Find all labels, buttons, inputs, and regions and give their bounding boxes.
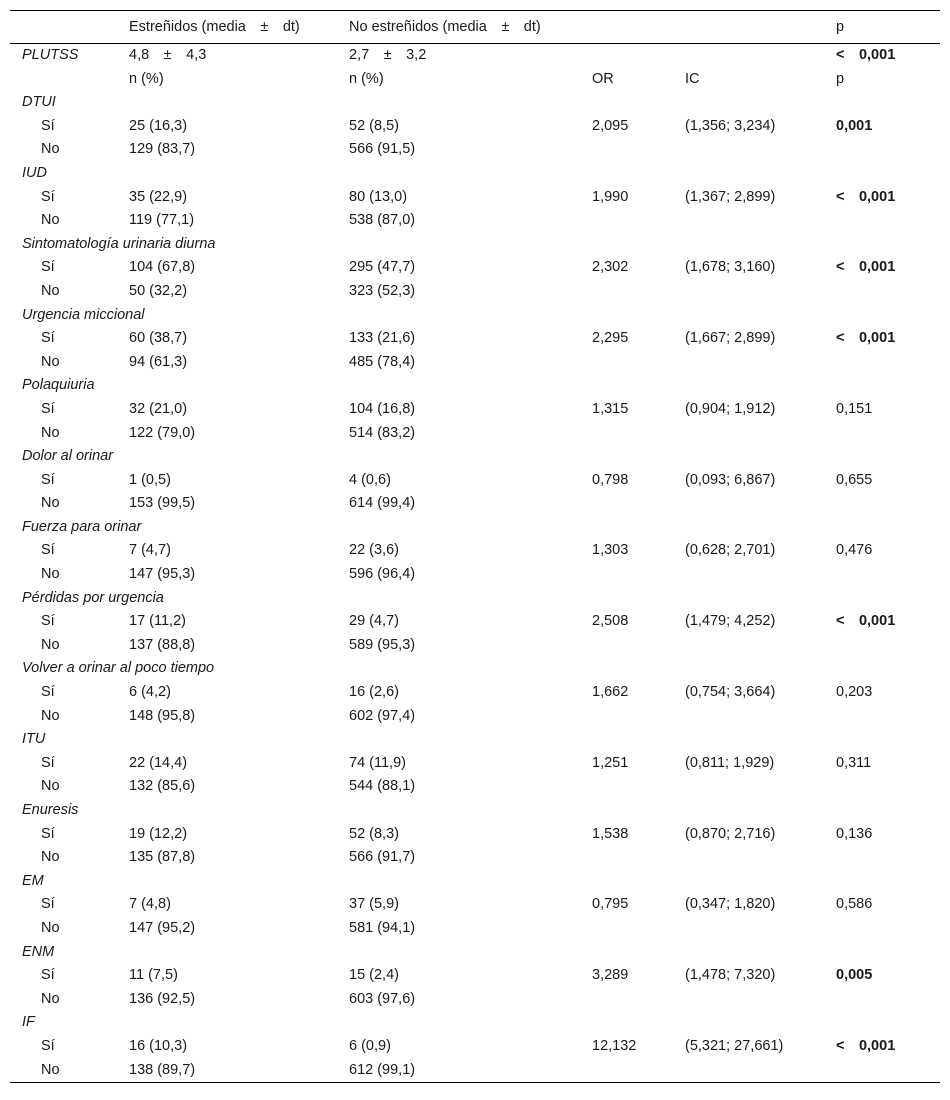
variable-11-yes-label: Sí [41,896,55,913]
variable-8-yes-constipated: 6 (4,2) [129,684,171,701]
variable-0-yes-row [10,115,940,139]
variable-11-ic: (0,347; 1,820) [685,896,776,913]
header-empty-or [592,11,685,44]
variable-1-yes-non-constipated: 80 (13,0) [349,188,408,205]
variable-4-yes-row [10,398,940,422]
variable-2-label: Sintomatología urinaria diurna [22,235,216,252]
variable-2-ic: (1,678; 3,160) [685,259,776,276]
variable-1-yes-constipated: 35 (22,9) [129,188,188,205]
variable-11-no-row [10,917,940,941]
subheader-ic: IC [685,70,700,87]
header-non-constipated: No estreñidos (media ± dt) [349,19,541,35]
variable-2-yes-row [10,256,940,280]
variable-13-no-label: No [41,1061,60,1078]
variable-3-no-constipated: 94 (61,3) [129,353,188,370]
variable-0-yes-non-constipated: 52 (8,5) [349,117,399,134]
variable-7-p: < 0,001 [836,613,896,630]
variable-13-p: < 0,001 [836,1037,896,1054]
variable-8-p: 0,203 [836,684,873,701]
variable-12-yes-row [10,964,940,988]
variable-3-yes-label: Sí [41,330,55,347]
variable-11-label-row [10,870,940,894]
variable-10-yes-non-constipated: 52 (8,3) [349,825,399,842]
variable-0-no-constipated: 129 (83,7) [129,141,196,158]
variable-2-yes-non-constipated: 295 (47,7) [349,259,416,276]
variable-12-label-row [10,941,940,965]
variable-6-no-row [10,563,940,587]
variable-3-label: Urgencia miccional [22,306,145,323]
variable-7-no-row [10,634,940,658]
plutss-constipated: 4,8 ± 4,3 [129,47,207,63]
variable-6-ic: (0,628; 2,701) [685,542,776,559]
variable-5-yes-constipated: 1 (0,5) [129,471,171,488]
variable-2-no-row [10,280,940,304]
results-table [10,10,940,1083]
header-constipated: Estreñidos (media ± dt) [129,19,300,35]
variable-12-p: 0,005 [836,967,873,984]
variable-9-label: ITU [22,731,46,748]
variable-3-yes-non-constipated: 133 (21,6) [349,330,416,347]
variable-4-or: 1,315 [592,400,629,417]
variable-5-no-label: No [41,495,60,512]
variable-3-ic: (1,667; 2,899) [685,330,776,347]
variable-1-no-non-constipated: 538 (87,0) [349,212,416,229]
variable-13-yes-non-constipated: 6 (0,9) [349,1037,391,1054]
header-empty-ic [685,11,836,44]
variable-0-no-row [10,138,940,162]
variable-5-or: 0,798 [592,471,629,488]
variable-1-label-row [10,162,940,186]
variable-9-no-constipated: 132 (85,6) [129,778,196,795]
plutss-label: PLUTSS [22,47,79,63]
variable-13-yes-label: Sí [41,1037,55,1054]
variable-6-label: Fuerza para orinar [22,518,142,535]
variable-13-no-row [10,1059,940,1083]
variable-12-no-row [10,988,940,1012]
variable-9-yes-row [10,752,940,776]
variable-3-no-label: No [41,353,60,370]
variable-10-ic: (0,870; 2,716) [685,825,776,842]
variable-7-no-label: No [41,636,60,653]
variable-10-yes-label: Sí [41,825,55,842]
variable-4-no-non-constipated: 514 (83,2) [349,424,416,441]
variable-9-no-non-constipated: 544 (88,1) [349,778,416,795]
variable-10-no-non-constipated: 566 (91,7) [349,849,416,866]
variable-8-no-row [10,705,940,729]
variable-3-or: 2,295 [592,330,629,347]
variable-8-no-label: No [41,707,60,724]
variable-9-yes-constipated: 22 (14,4) [129,754,188,771]
header-empty-cell [10,11,129,44]
variable-6-no-label: No [41,566,60,583]
variable-12-no-non-constipated: 603 (97,6) [349,990,416,1007]
variable-4-no-row [10,422,940,446]
plutss-non-constipated: 2,7 ± 3,2 [349,47,427,63]
variable-9-label-row [10,728,940,752]
variable-2-yes-constipated: 104 (67,8) [129,259,196,276]
variable-5-label: Dolor al orinar [22,448,114,465]
variable-7-no-constipated: 137 (88,8) [129,636,196,653]
variable-2-no-non-constipated: 323 (52,3) [349,282,416,299]
variable-7-yes-label: Sí [41,613,55,630]
variable-8-no-non-constipated: 602 (97,4) [349,707,416,724]
variable-4-label: Polaquiuria [22,377,95,394]
variable-8-ic: (0,754; 3,664) [685,684,776,701]
variable-2-label-row [10,233,940,257]
variable-0-yes-constipated: 25 (16,3) [129,117,188,134]
variable-12-label: ENM [22,943,55,960]
variable-9-yes-label: Sí [41,754,55,771]
variable-10-yes-row [10,823,940,847]
variable-11-yes-row [10,893,940,917]
variable-4-yes-constipated: 32 (21,0) [129,400,188,417]
variable-6-or: 1,303 [592,542,629,559]
variable-3-p: < 0,001 [836,330,896,347]
variable-2-no-constipated: 50 (32,2) [129,282,188,299]
variable-3-no-row [10,351,940,375]
plutss-p: < 0,001 [836,47,896,63]
variable-5-yes-row [10,469,940,493]
variable-4-p: 0,151 [836,400,873,417]
variable-5-p: 0,655 [836,471,873,488]
variable-1-yes-label: Sí [41,188,55,205]
variable-3-label-row [10,304,940,328]
variable-9-p: 0,311 [836,754,872,771]
variable-11-p: 0,586 [836,896,873,913]
variable-0-or: 2,095 [592,117,629,134]
variable-4-yes-label: Sí [41,400,55,417]
variable-8-yes-non-constipated: 16 (2,6) [349,684,399,701]
variable-0-label: DTUI [22,94,56,111]
variable-5-no-row [10,492,940,516]
variable-6-no-constipated: 147 (95,3) [129,566,196,583]
variable-7-ic: (1,479; 4,252) [685,613,776,630]
variable-0-ic: (1,356; 3,234) [685,117,776,134]
variable-5-ic: (0,093; 6,867) [685,471,776,488]
variable-0-label-row [10,91,940,115]
variable-13-label: IF [22,1014,35,1031]
subheader-n-non-constipated: n (%) [349,70,384,87]
variable-3-yes-constipated: 60 (38,7) [129,330,188,347]
variable-10-label-row [10,799,940,823]
variable-12-no-label: No [41,990,60,1007]
variable-1-or: 1,990 [592,188,629,205]
variable-4-no-label: No [41,424,60,441]
variable-1-no-label: No [41,212,60,229]
variable-10-no-constipated: 135 (87,8) [129,849,196,866]
variable-5-no-constipated: 153 (99,5) [129,495,196,512]
variable-8-yes-label: Sí [41,684,55,701]
variable-10-or: 1,538 [592,825,629,842]
variable-7-yes-non-constipated: 29 (4,7) [349,613,399,630]
variable-11-label: EM [22,872,44,889]
variable-10-label: Enuresis [22,802,79,818]
variable-10-no-row [10,846,940,870]
variable-1-yes-row [10,186,940,210]
variable-10-yes-constipated: 19 (12,2) [129,825,188,842]
variable-2-p: < 0,001 [836,259,896,276]
variable-8-label-row [10,657,940,681]
variable-6-no-non-constipated: 596 (96,4) [349,566,416,583]
variable-6-yes-label: Sí [41,542,55,559]
variable-3-yes-row [10,327,940,351]
variable-11-yes-constipated: 7 (4,8) [129,896,171,913]
table-body [10,44,940,1083]
variable-0-no-label: No [41,141,60,158]
variable-7-yes-constipated: 17 (11,2) [129,613,186,630]
variable-8-yes-row [10,681,940,705]
variable-7-label-row [10,587,940,611]
variable-11-no-label: No [41,919,60,936]
variable-0-p: 0,001 [836,117,873,134]
variable-4-ic: (0,904; 1,912) [685,400,776,417]
variable-7-label: Pérdidas por urgencia [22,589,164,606]
variable-6-yes-constipated: 7 (4,7) [129,542,171,559]
variable-7-no-non-constipated: 589 (95,3) [349,636,416,653]
variable-8-label: Volver a orinar al poco tiempo [22,660,215,677]
subheader-n-constipated: n (%) [129,70,164,87]
header-p: p [836,19,845,35]
variable-2-yes-label: Sí [41,259,55,276]
results-table-container [10,10,940,1083]
variable-6-yes-non-constipated: 22 (3,6) [349,542,399,559]
variable-13-yes-constipated: 16 (10,3) [129,1037,188,1054]
variable-6-yes-row [10,539,940,563]
variable-8-or: 1,662 [592,684,629,701]
variable-12-yes-non-constipated: 15 (2,4) [349,967,399,984]
plutss-row [10,44,940,68]
variable-13-ic: (5,321; 27,661) [685,1037,784,1054]
variable-6-label-row [10,516,940,540]
variable-5-yes-non-constipated: 4 (0,6) [349,471,391,488]
variable-4-no-constipated: 122 (79,0) [129,424,196,441]
variable-10-no-label: No [41,849,60,866]
variable-2-no-label: No [41,282,60,299]
subheader-row [10,68,940,92]
variable-7-or: 2,508 [592,613,629,630]
variable-12-ic: (1,478; 7,320) [685,967,776,984]
variable-9-no-label: No [41,778,60,795]
variable-7-yes-row [10,610,940,634]
variable-5-no-non-constipated: 614 (99,4) [349,495,416,512]
variable-3-no-non-constipated: 485 (78,4) [349,353,416,370]
variable-11-yes-non-constipated: 37 (5,9) [349,896,399,913]
variable-13-label-row [10,1011,940,1035]
variable-4-yes-non-constipated: 104 (16,8) [349,400,416,417]
variable-1-p: < 0,001 [836,188,896,205]
variable-1-no-constipated: 119 (77,1) [129,212,195,229]
variable-5-yes-label: Sí [41,471,55,488]
subheader-p: p [836,70,845,87]
variable-12-no-constipated: 136 (92,5) [129,990,196,1007]
variable-13-no-constipated: 138 (89,7) [129,1061,196,1078]
variable-0-yes-label: Sí [41,117,55,134]
variable-5-label-row [10,445,940,469]
variable-11-no-non-constipated: 581 (94,1) [349,919,416,936]
variable-1-label: IUD [22,164,47,181]
variable-12-yes-constipated: 11 (7,5) [129,967,178,984]
variable-9-no-row [10,775,940,799]
variable-13-no-non-constipated: 612 (99,1) [349,1061,416,1078]
variable-10-p: 0,136 [836,825,873,842]
variable-0-no-non-constipated: 566 (91,5) [349,141,416,158]
variable-11-or: 0,795 [592,896,629,913]
variable-4-label-row [10,374,940,398]
variable-9-ic: (0,811; 1,929) [685,754,775,771]
variable-6-p: 0,476 [836,542,873,559]
variable-9-or: 1,251 [592,754,629,771]
variable-9-yes-non-constipated: 74 (11,9) [349,754,406,771]
variable-1-no-row [10,209,940,233]
variable-12-yes-label: Sí [41,967,55,984]
variable-13-or: 12,132 [592,1037,637,1054]
variable-13-yes-row [10,1035,940,1059]
variable-2-or: 2,302 [592,259,629,276]
variable-12-or: 3,289 [592,967,629,984]
subheader-or: OR [592,70,614,87]
variable-1-ic: (1,367; 2,899) [685,188,776,205]
variable-8-no-constipated: 148 (95,8) [129,707,196,724]
variable-11-no-constipated: 147 (95,2) [129,919,196,936]
table-header-row [10,11,940,44]
